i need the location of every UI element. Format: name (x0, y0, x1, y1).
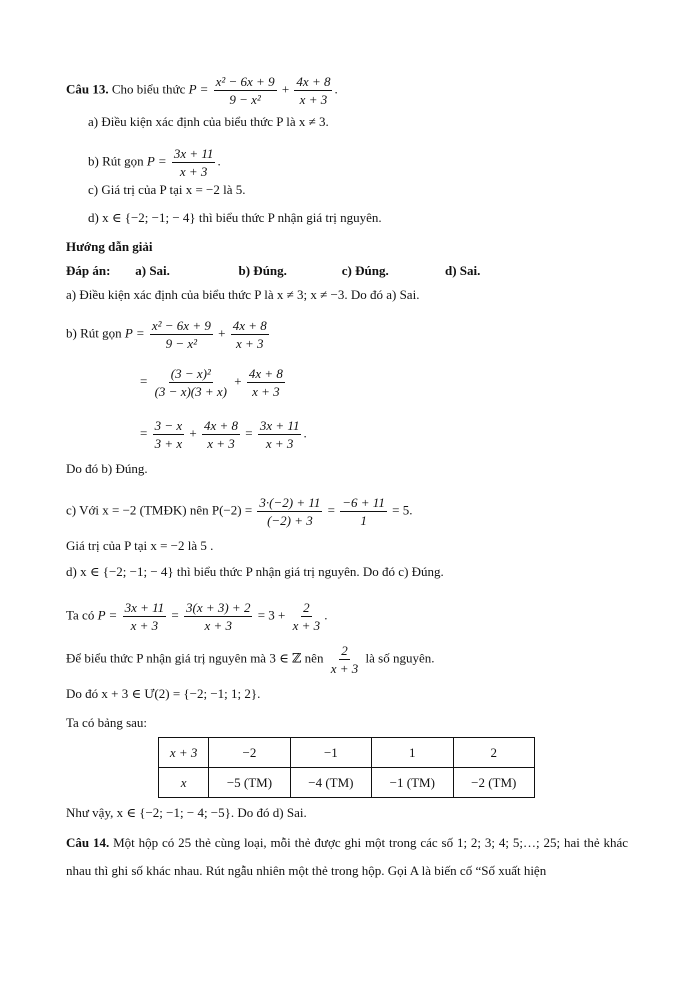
solution-b-line3: = $\frac{3 - x}{3 + x}$ + $\frac{4x + 8}{x + 3}$ = $\frac{3x + 11}{x + 3}$ . (140, 418, 307, 451)
q13-f1-den: 9 − x² (229, 92, 261, 107)
q13-b-fraction (172, 146, 216, 179)
sol-d-frac-3: $\frac{2}{x + 3}$ (292, 600, 321, 633)
q13-f2-den: x + 3 (299, 92, 328, 107)
sol-c-frac-2: $\frac{-6 + 11}{1}$ (342, 495, 385, 528)
sol-d-frac-2: $\frac{3(x + 3) + 2}{x + 3}$ (185, 600, 251, 633)
q13-fraction-1 (214, 74, 277, 107)
solution-c-conclusion: Giá trị của P tại x = −2 là 5 . (66, 538, 214, 553)
sol-b-frac-7: $\frac{3x + 11}{x + 3}$ (259, 418, 300, 451)
q13-b-den: x + 3 (179, 164, 208, 179)
solution-a: a) Điều kiện xác định của biểu thức P là x ≠ 3; x ≠ −3. Do đó a) Sai. (66, 287, 420, 302)
answer-label: Đáp án: (66, 263, 111, 278)
table-cell: 1 (372, 738, 453, 768)
table-intro: Ta có bảng sau: (66, 715, 148, 730)
q13-statement-b: b) Rút gọn P = $\frac{3x + 11}{x + 3}$ . (88, 146, 221, 179)
solution-d-taco: Ta có P = $\frac{3x + 11}{x + 3}$ = $\frac{3(x + 3) + 2}{x + 3}$ = 3 + $\frac{2}{x + 3}$ . (66, 600, 328, 633)
solution-b-conclusion: Do đó b) Đúng. (66, 461, 148, 476)
sol-c-prefix: c) Với x = −2 (TMĐK) nên P(−2) = (66, 502, 253, 518)
q14-paragraph (66, 829, 628, 885)
q13-b-num: 3x + 11 (173, 146, 214, 161)
sol-d-frac-1: $\frac{3x + 11}{x + 3}$ (124, 600, 165, 633)
sol-b-frac-5: $\frac{3 - x}{3 + x}$ (154, 418, 183, 451)
table-cell: −2 (209, 738, 290, 768)
values-table (158, 737, 535, 798)
solution-d-final: Như vậy, x ∈ {−2; −1; − 4; −5}. Do đó d) Sai. (66, 805, 307, 820)
q13-statement-d: d) x ∈ {−2; −1; − 4} thì biểu thức P nhận giá trị nguyên. (88, 210, 382, 225)
q13-header: Câu 13. Cho biểu thức P = $\frac{\text{x² − 6x + 9}}{\text{9 − x²}}$ + $\frac{4x + 8}{x + 3}$ . (66, 74, 338, 107)
sol-b-prefix: b) Rút gọn (66, 325, 122, 341)
table-cell: −5 (TM) (209, 768, 290, 798)
table-cell: −1 (290, 738, 371, 768)
q14-label: Câu 14. (66, 835, 110, 850)
q13-label: Câu 13. (66, 81, 109, 97)
solution-d-integer: Để biểu thức P nhận giá trị nguyên mà 3 ∈ ℤ nên $\frac{2}{x + 3}$ là số nguyên. (66, 643, 435, 676)
guide-title: Hướng dẫn giải (66, 239, 153, 254)
sol-b-frac-1: $\frac{\text{x² − 6x + 9}}{\text{9 − x²}}$ (151, 318, 211, 351)
q13-b-prefix: b) Rút gọn (88, 153, 144, 169)
q13-p-eq: P = (188, 81, 209, 97)
sol-b-frac-4: $\frac{4x + 8}{x + 3}$ (248, 366, 283, 399)
sol-c-frac-1: $\frac{3\cdot(-2) + 11}{(-2) + 3}$ (259, 495, 321, 528)
q14-text: Một hộp có 25 thẻ cùng loại, mỗi thẻ được ghi một trong các số 1; 2; 3; 4; 5;…; 25; hai thẻ khác nhau thì ghi số khác nhau. Rút ngẫu nhiên một thẻ trong hộp. Gọi A là biến cố “Số xuất hiện (66, 835, 628, 878)
q13-f2-num: 4x + 8 (296, 74, 331, 89)
answer-d: d) Sai. (445, 263, 481, 278)
table-cell: −1 (TM) (372, 768, 453, 798)
sol-b-frac-2: $\frac{4x + 8}{x + 3}$ (232, 318, 267, 351)
answer-row (66, 263, 480, 279)
q13-f1-num: x² − 6x + 9 (215, 74, 275, 89)
table-cell: x (159, 768, 209, 798)
answer-c: c) Đúng. (341, 263, 389, 278)
table-cell: −4 (TM) (290, 768, 371, 798)
answer-b: b) Đúng. (238, 263, 287, 278)
sol-b-frac-3: $\frac{\text{(3 − x)²}}{(3 - x)(3 + x)}$ (154, 366, 227, 399)
table-cell: 2 (453, 738, 534, 768)
q13-statement-a: a) Điều kiện xác định của biểu thức P là x ≠ 3. (88, 114, 329, 129)
sol-b-frac-6: $\frac{4x + 8}{x + 3}$ (203, 418, 239, 451)
table-cell: −2 (TM) (453, 768, 534, 798)
table-row (159, 768, 535, 798)
q13-statement-c: c) Giá trị của P tại x = −2 là 5. (88, 182, 246, 197)
table-row (159, 738, 535, 768)
q13-intro: Cho biểu thức (111, 81, 186, 97)
q13-fraction-2 (294, 74, 332, 107)
solution-d-divisors: Do đó x + 3 ∈ Ư(2) = {−2; −1; 1; 2}. (66, 686, 261, 701)
table-cell: x + 3 (159, 738, 209, 768)
solution-d: d) x ∈ {−2; −1; − 4} thì biểu thức P nhận giá trị nguyên. Do đó c) Đúng. (66, 564, 444, 579)
solution-b-line2: = $\frac{\text{(3 − x)²}}{(3 - x)(3 + x)}$ + $\frac{4x + 8}{x + 3}$ (140, 366, 283, 399)
solution-b-line1: b) Rút gọn P = $\frac{\text{x² − 6x + 9}}{\text{9 − x²}}$ + $\frac{4x + 8}{x + 3}$ (66, 318, 267, 351)
sol-d-frac-4: $\frac{2}{x + 3}$ (330, 643, 359, 676)
solution-c: c) Với x = −2 (TMĐK) nên P(−2) = $\frac{3\cdot(-2) + 11}{(-2) + 3}$ = $\frac{-6 + 11}{1}$ = 5. (66, 495, 413, 528)
answer-a: a) Sai. (135, 263, 170, 278)
